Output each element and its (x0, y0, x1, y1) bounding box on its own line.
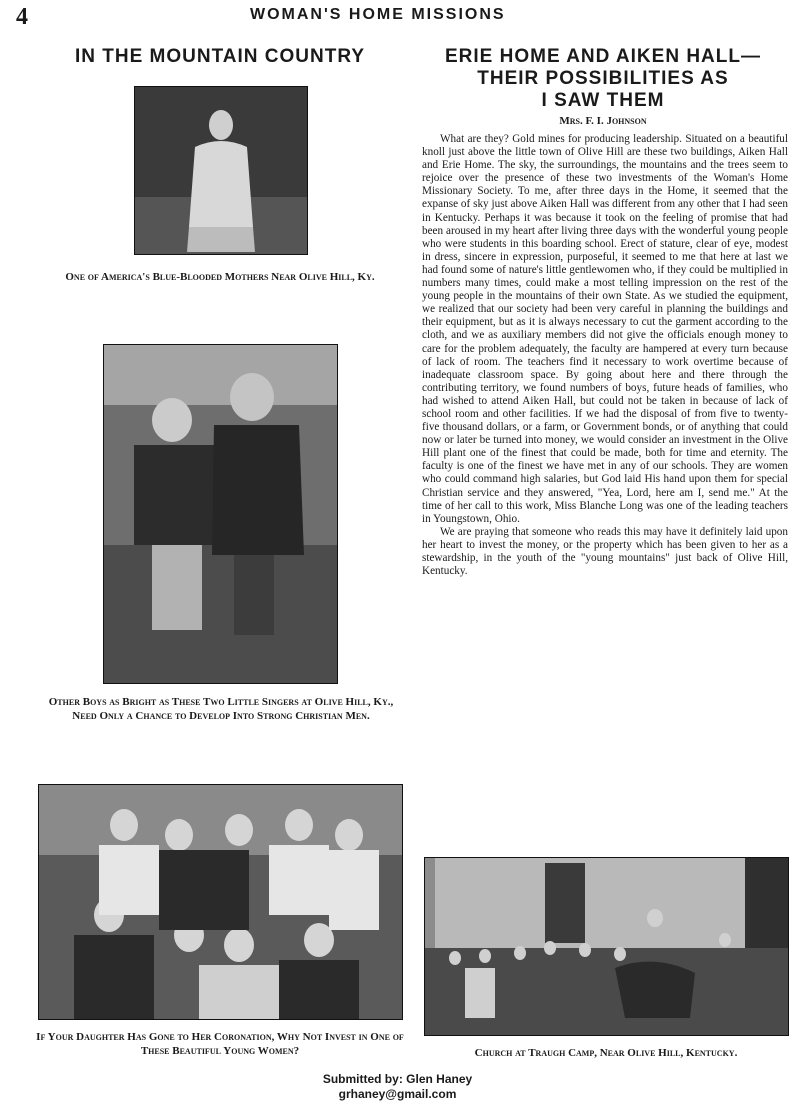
caption-boys: Other Boys as Bright as These Two Little Singers at Olive Hill, Ky., Need Only a Chance to Develop Into Strong Christian Men. (48, 696, 394, 722)
photo-boys-image (104, 345, 337, 683)
article-title-line-1: ERIE HOME AND AIKEN HALL— (445, 46, 761, 67)
caption-women: If Your Daughter Has Gone to Her Coronation, Why Not Invest in One of These Beautiful Young Women? (36, 1031, 404, 1057)
caption-church: Church at Traugh Camp, Near Olive Hill, Kentucky. (474, 1047, 738, 1059)
photo-church (424, 857, 789, 1036)
credit-name: Submitted by: Glen Haney (322, 1072, 473, 1086)
article-byline: Mrs. F. I. Johnson (559, 115, 647, 127)
article-title-line-2: THEIR POSSIBILITIES AS (477, 68, 729, 89)
caption-mother: One of America's Blue-Blooded Mothers Near Olive Hill, Ky. (65, 271, 375, 283)
photo-mother-image (135, 87, 307, 254)
submission-credit (240, 1072, 555, 1102)
article-body (422, 133, 788, 578)
page-number: 4 (16, 4, 28, 30)
photo-boys (103, 344, 338, 684)
photo-women (38, 784, 403, 1020)
photo-mother (134, 86, 308, 255)
article-paragraph-2: We are praying that someone who reads this may have it definitely laid upon her heart to invest the money, or the property which has been given to her as a stewardship, in the youth of the "young mountains" just back of Olive Hill, Kentucky. (422, 525, 788, 578)
article-title (418, 46, 788, 112)
credit-email[interactable]: grhaney@gmail.com (338, 1087, 457, 1101)
photo-church-image (425, 858, 788, 1035)
photo-women-image (39, 785, 402, 1019)
article-title-line-3: I SAW THEM (541, 90, 665, 111)
article-paragraph-1: What are they? Gold mines for producing leadership. Situated on a beautiful knoll just above the little town of Olive Hill are these two buildings, Aiken Hall and Erie Home. The sky, the surroundings, the mountains and the trees seem to rejoice over the presence of these two investments of the Woman's Home Missionary Society. To me, after three days in the Home, it seemed that the expanse of sky just above Aiken Hall was different from any other that I had seen in Kentucky. Perhaps it was because it took on the feeling of promise that had been aroused in my heart after living three days with the wonderful young people who were students in this boarding school. Erect of stature, clear of eye, modest in dress, sincere in expression, purposeful, it seemed to me that here at last we had found some of nature's little gentlewomen who, if they could be multiplied in numbers many times, could make a most telling impression on the rest of the young people in the mountains of their own State. As we studied the equipment, we realized that our society had been very careful in planning the buildings and their equipment, but as it is always necessary to cut the garment according to the cloth, and we as auxiliary members did not give the officials enough money to care for the problem adequately, the faculty are hampered at every turn because of lack of room. The teachers find it necessary to work overtime because of inadequate classroom space. By going about here and there through the contributing territory, we found numbers of boys, future heads of families, who had wished to attend Aiken Hall, but could not be taken in because of lack of school room and other facilities. If we had the disposal of from five to twenty-five thousand dollars, or a farm, or Government bonds, or of anything that could now or later be turned into money, we would consider an investment in the Olive Hill plant one of the finest that could be made, both for time and eternity. The faculty is one of the finest we have met in any of our schools. They are women who could command high salaries, but God laid His hand upon them for special Christian service and they answered, "Yea, Lord, here am I, send me." At the time of her call to this work, Miss Blanche Long was one of the leading teachers in Youngstown, Ohio. (422, 133, 788, 525)
running-head: WOMAN'S HOME MISSIONS (250, 6, 506, 23)
left-column-title: IN THE MOUNTAIN COUNTRY (74, 46, 366, 67)
